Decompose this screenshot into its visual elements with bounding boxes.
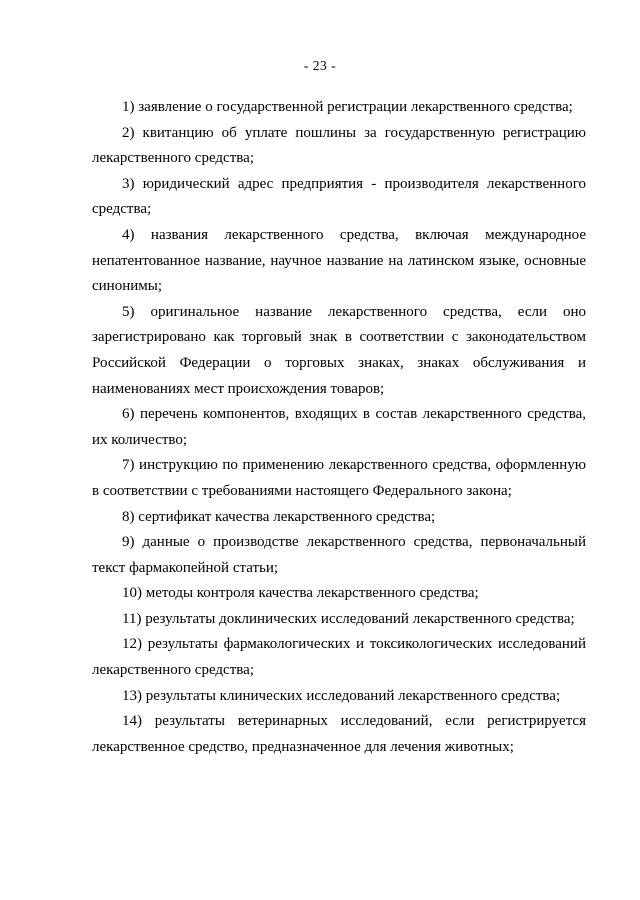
page-number: - 23 - (303, 58, 337, 73)
list-item: 10) методы контроля качества лекарственного средства; (122, 585, 479, 602)
list-item: 6) перечень компонентов, входящих в состав лекарственного средства, их количество; (92, 406, 586, 448)
list-item: 12) результаты фармакологических и токсикологических исследований лекарственного средства; (92, 636, 586, 679)
list-item: 1) заявление о государственной регистрации лекарственного средства; (122, 99, 573, 115)
list-item: 5) оригинальное название лекарственного средства, если оно зарегистрировано как торговый знак в соответствии с законодательством Российской Федерации о торговых знаках, знаках обслуживания и наименованиях мест происхождения товаров; (92, 303, 586, 397)
requirements-list (92, 95, 586, 760)
list-item: 4) названия лекарственного средства, включая международное непатентованное название, научное название на латинском языке, основные синонимы; (92, 226, 586, 295)
list-item: 13) результаты клинических исследований лекарственного средства; (122, 687, 561, 704)
list-item: 2) квитанцию об уплате пошлины за государственную регистрацию лекарственного средства; (92, 124, 586, 167)
list-item: 14) результаты ветеринарных исследований, если регистрируется лекарственное средство, предназначенное для лечения животных; (92, 713, 586, 755)
list-item: 11) результаты доклинических исследований лекарственного средства; (122, 610, 575, 627)
list-item: 7) инструкцию по применению лекарственного средства, оформленную в соответствии с требованиями настоящего Федерального закона; (92, 457, 586, 499)
list-item: 9) данные о производстве лекарственного средства, первоначальный текст фармакопейной статьи; (92, 534, 586, 576)
list-item: 8) сертификат качества лекарственного средства; (122, 508, 436, 525)
list-item: 3) юридический адрес предприятия - производителя лекарственного средства; (92, 175, 586, 218)
